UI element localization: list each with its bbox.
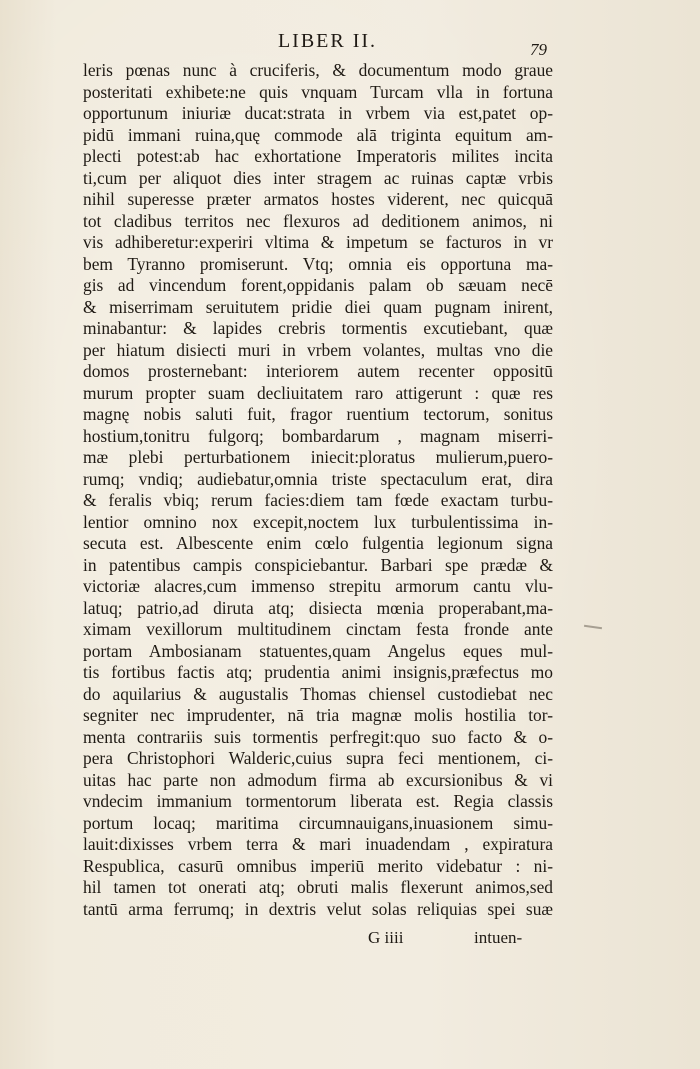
body-text [83,60,553,920]
text-line: hil tamen tot onerati atq; obruti malis flexerunt animos,sed [83,877,553,897]
text-line: opportunum iniuriæ ducat:strata in vrbem via est,patet op- [83,103,553,123]
text-line: rumq; vndiq; audiebatur,omnia triste spectaculum erat, dira [83,468,553,489]
text-line: plecti potest:ab hac exhortatione Imperatoris milites incita [83,146,553,166]
text-line: menta contrariis suis tormentis perfregit:quo suo facto & o- [83,726,553,747]
text-line: nihil superesse præter armatos hostes viderent, nec quicquā [83,189,553,209]
text-line: hostium,tonitru fulgorq; bombardarum , magnam miserri- [83,425,553,446]
text-line: & feralis vbiq; rerum facies:diem tam fœde exactam turbu- [83,490,553,510]
text-line: murum propter suam decliuitatem raro attigerunt : quæ res [83,382,553,403]
text-line: tot cladibus territos nec flexuros ad deditionem animos, ni [83,210,553,231]
text-line: per hiatum disiecti muri in vrbem volantes, multas vno die [83,339,553,360]
text-line: tantū arma ferrumq; in dextris velut solas reliquias spei suæ [83,898,553,919]
margin-mark [584,625,602,629]
running-head: LIBER II. [277,30,378,52]
text-line: vndecim immanium tormentorum liberata est. Regia classis [83,791,553,811]
text-line: uitas hac parte non admodum firma ab excursionibus & vi [83,769,553,790]
signature-mark: G iiii [368,928,404,947]
text-line: segniter nec imprudenter, nā tria magnæ molis hostilia tor- [83,705,553,725]
text-line: secuta est. Albescente enim cœlo fulgentia legionum signa [83,533,553,553]
catchword: intuen- [474,928,523,947]
text-line: mæ plebi perturbationem iniecit:ploratus mulierum,puero- [83,447,553,467]
text-line: in patentibus campis conspiciebantur. Barbari spe prædæ & [83,554,553,575]
text-line: tis fortibus factis atq; prudentia animi insignis,præfectus mo [83,662,553,682]
text-line: lentior omnino nox excepit,noctem lux turbulentissima in- [83,511,553,532]
text-line: magnę nobis saluti fuit, fragor ruentium tectorum, sonitus [83,404,553,424]
text-line: & miserrimam seruitutem pridie diei quam pugnam inirent, [83,296,553,317]
text-line: portum locaq; maritima circumnauigans,inuasionem simu- [83,812,553,833]
text-line: Respublica, casurū omnibus imperiū merito videbatur : ni- [83,855,553,876]
text-line: ti,cum per aliquot dies inter stragem ac ruinas captæ vrbis [83,167,553,188]
text-line: leris pœnas nunc à cruciferis, & documentum modo graue [83,60,553,80]
text-line: domos prosternebant: interiorem autem recenter oppositū [83,361,553,381]
text-line: posteritati exhibete:ne quis vnquam Turcam vlla in fortuna [83,81,553,102]
text-line: do aquilarius & augustalis Thomas chiensel custodiebat nec [83,683,553,704]
text-line: victoriæ alacres,cum immenso strepitu armorum cantu vlu- [83,576,553,596]
text-line: bem Tyranno promiserunt. Vtq; omnia eis opportuna ma- [83,253,553,274]
folio-number: 79 [530,40,547,59]
text-line: pera Christophori Walderic,cuius supra feci mentionem, ci- [83,748,553,768]
text-line: portam Ambosianam statuentes,quam Angelus eques mul- [83,640,553,661]
text-line: latuq; patrio,ad diruta atq; disiecta mœnia properabant,ma- [83,597,553,618]
text-line: minabantur: & lapides crebris tormentis excutiebant, quæ [83,318,553,338]
text-line: vis adhiberetur:experiri vltima & impetum se facturos in vr [83,232,553,252]
text-line: gis ad vincendum forent,oppidanis palam ob sæuam necē [83,275,553,295]
text-line: ximam vexillorum multitudinem cinctam festa fronde ante [83,619,553,639]
text-line: pidū immani ruina,quę commode alā triginta equitum am- [83,124,553,145]
text-line: lauit:dixisses vrbem terra & mari inuadendam , expiratura [83,834,553,854]
